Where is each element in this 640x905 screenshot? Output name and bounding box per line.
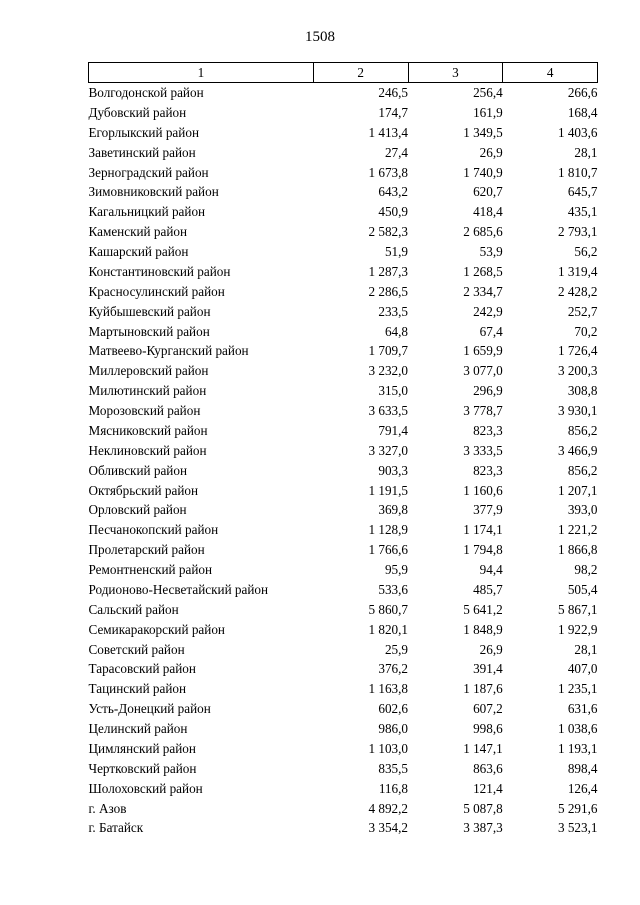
- value-col-4: 435,1: [567, 204, 598, 220]
- district-name: Усть-Донецкий район: [88, 701, 211, 717]
- table-header-row: [89, 63, 598, 83]
- value-col-4: 1 922,9: [557, 621, 598, 637]
- value-col-2: 986,0: [378, 721, 409, 736]
- value-col-3: 94,4: [479, 562, 503, 577]
- table-row: [89, 500, 598, 520]
- table-row: [89, 520, 598, 540]
- value-col-2: 3 354,2: [368, 820, 409, 836]
- value-col-3: 1 147,1: [463, 740, 503, 756]
- value-col-2: 369,8: [378, 502, 409, 518]
- value-col-4: 3 200,3: [557, 363, 598, 379]
- value-col-4: 505,4: [567, 581, 598, 597]
- column-header-2: 2: [313, 63, 408, 83]
- value-col-2: 1 673,8: [368, 164, 409, 180]
- value-col-2: 1 709,7: [368, 343, 409, 359]
- value-col-2: 64,8: [384, 323, 409, 339]
- value-col-2: 1 103,0: [368, 740, 409, 756]
- value-col-3: 1 174,1: [463, 522, 503, 538]
- value-col-2: 1 766,6: [368, 542, 409, 558]
- value-col-4: 1 038,6: [557, 721, 598, 736]
- table-row: [89, 182, 598, 202]
- district-name: Заветинский район: [88, 144, 196, 160]
- value-col-2: 533,6: [378, 581, 409, 597]
- value-col-4: 2 793,1: [557, 224, 598, 240]
- value-col-4: 856,2: [567, 462, 598, 478]
- table-body: [89, 83, 598, 839]
- value-col-3: 242,9: [473, 303, 503, 319]
- value-col-3: 26,9: [479, 641, 503, 657]
- value-col-4: 1 403,6: [557, 124, 598, 140]
- district-name: Ремонтненский район: [88, 562, 213, 577]
- value-col-2: 3 633,5: [368, 403, 409, 418]
- table-row: [89, 441, 598, 461]
- value-col-2: 450,9: [378, 204, 409, 220]
- district-name: Кашарский район: [88, 244, 189, 259]
- value-col-4: 856,2: [567, 422, 598, 438]
- table-row: [89, 361, 598, 381]
- district-name: Шолоховский район: [88, 780, 203, 796]
- table-row: [89, 719, 598, 739]
- value-col-3: 3 333,5: [463, 442, 503, 458]
- value-col-2: 51,9: [384, 244, 409, 259]
- value-col-3: 1 349,5: [463, 124, 503, 140]
- value-col-3: 53,9: [479, 244, 503, 259]
- table-row: [89, 202, 598, 222]
- value-col-3: 256,4: [473, 85, 503, 100]
- value-col-4: 898,4: [567, 760, 598, 776]
- value-col-4: 56,2: [574, 244, 598, 259]
- value-col-2: 602,6: [378, 701, 409, 717]
- value-col-2: 95,9: [384, 562, 409, 577]
- value-col-2: 903,3: [378, 462, 409, 478]
- table-row: [89, 143, 598, 163]
- value-col-3: 823,3: [473, 422, 503, 438]
- value-col-4: 1 866,8: [557, 542, 598, 558]
- value-col-4: 1 319,4: [557, 263, 598, 279]
- value-col-2: 1 287,3: [368, 263, 409, 279]
- value-col-4: 168,4: [567, 104, 598, 120]
- value-col-2: 643,2: [378, 184, 409, 200]
- district-name: г. Батайск: [88, 820, 144, 836]
- table-row: [89, 779, 598, 799]
- value-col-2: 5 860,7: [368, 601, 409, 617]
- value-col-3: 485,7: [473, 581, 503, 597]
- value-col-3: 26,9: [479, 144, 503, 160]
- value-col-2: 315,0: [378, 383, 409, 399]
- table-row: [89, 461, 598, 481]
- value-col-4: 1 221,2: [557, 522, 598, 538]
- value-col-4: 3 466,9: [557, 442, 598, 458]
- value-col-3: 5 087,8: [463, 800, 503, 816]
- table-row: [89, 481, 598, 501]
- value-col-2: 4 892,2: [368, 800, 409, 816]
- value-col-4: 2 428,2: [557, 283, 598, 299]
- district-name: Мясниковский район: [88, 422, 208, 438]
- table-row: [89, 600, 598, 620]
- district-name: Пролетарский район: [88, 542, 205, 558]
- value-col-3: 418,4: [473, 204, 503, 220]
- district-name: Сальский район: [88, 601, 179, 617]
- value-col-3: 863,6: [473, 760, 503, 776]
- district-name: Чертковский район: [88, 760, 197, 776]
- value-col-3: 377,9: [473, 502, 503, 518]
- column-header-4: 4: [503, 63, 598, 83]
- district-name: Цимлянский район: [88, 740, 196, 756]
- value-col-2: 1 820,1: [368, 621, 409, 637]
- table-row: [89, 799, 598, 819]
- table-row: [89, 699, 598, 719]
- table-row: [89, 620, 598, 640]
- table-row: [89, 679, 598, 699]
- district-name: Волгодонской район: [88, 85, 204, 100]
- table-row: [89, 421, 598, 441]
- district-name: Семикаракорский район: [88, 621, 225, 637]
- value-col-2: 25,9: [384, 641, 409, 657]
- district-name: Зимовниковский район: [88, 184, 219, 200]
- table-row: [89, 540, 598, 560]
- district-name: Дубовский район: [88, 104, 187, 120]
- value-col-4: 28,1: [574, 641, 598, 657]
- value-col-3: 121,4: [473, 780, 503, 796]
- value-col-3: 998,6: [473, 721, 503, 736]
- value-col-2: 1 413,4: [368, 124, 409, 140]
- value-col-2: 1 163,8: [368, 681, 409, 697]
- table-row: [89, 560, 598, 580]
- value-col-3: 1 848,9: [463, 621, 503, 637]
- district-name: г. Азов: [88, 800, 127, 816]
- table-row: [89, 83, 598, 103]
- district-name: Куйбышевский район: [88, 303, 211, 319]
- value-col-2: 376,2: [378, 661, 409, 677]
- value-col-2: 3 232,0: [368, 363, 409, 379]
- table-row: [89, 401, 598, 421]
- table-row: [89, 640, 598, 660]
- value-col-4: 5 291,6: [557, 800, 598, 816]
- value-col-3: 3 387,3: [463, 820, 503, 836]
- value-col-2: 2 286,5: [368, 283, 409, 299]
- district-name: Родионово-Несветайский район: [88, 581, 269, 597]
- value-col-3: 67,4: [479, 323, 503, 339]
- table-row: [89, 659, 598, 679]
- value-col-2: 791,4: [378, 422, 409, 438]
- value-col-2: 1 128,9: [368, 522, 409, 538]
- value-col-4: 1 726,4: [557, 343, 598, 359]
- value-col-2: 174,7: [378, 104, 409, 120]
- district-name: Каменский район: [88, 224, 188, 240]
- page-number: 1508: [305, 29, 335, 45]
- table-row: [89, 282, 598, 302]
- district-name: Егорлыкский район: [88, 124, 199, 140]
- value-col-3: 2 685,6: [463, 224, 503, 240]
- district-name: Морозовский район: [88, 403, 201, 418]
- value-col-2: 1 191,5: [368, 482, 409, 498]
- table-row: [89, 242, 598, 262]
- value-col-4: 1 193,1: [557, 740, 598, 756]
- value-col-4: 308,8: [567, 383, 598, 399]
- district-name: Неклиновский район: [88, 442, 207, 458]
- value-col-3: 823,3: [473, 462, 503, 478]
- value-col-3: 1 794,8: [463, 542, 503, 558]
- district-name: Миллеровский район: [88, 363, 209, 379]
- value-col-2: 233,5: [378, 303, 409, 319]
- table-row: [89, 580, 598, 600]
- value-col-4: 126,4: [567, 780, 598, 796]
- district-name: Целинский район: [88, 721, 188, 736]
- value-col-3: 620,7: [473, 184, 503, 200]
- value-col-3: 1 268,5: [463, 263, 503, 279]
- value-col-3: 1 659,9: [463, 343, 503, 359]
- column-header-1: 1: [89, 63, 314, 83]
- district-name: Мартыновский район: [88, 323, 210, 339]
- table-row: [89, 163, 598, 183]
- table-row: [89, 103, 598, 123]
- value-col-2: 3 327,0: [368, 442, 409, 458]
- value-col-4: 3 523,1: [557, 820, 598, 836]
- table-row: [89, 381, 598, 401]
- table-row: [89, 123, 598, 143]
- column-header-3: 3: [408, 63, 503, 83]
- value-col-4: 1 235,1: [557, 681, 598, 697]
- district-name: Матвеево-Курганский район: [88, 343, 249, 359]
- value-col-4: 407,0: [567, 661, 598, 677]
- table-row: [89, 341, 598, 361]
- value-col-4: 5 867,1: [557, 601, 598, 617]
- data-table: [88, 62, 598, 838]
- value-col-4: 1 207,1: [557, 482, 598, 498]
- value-col-3: 1 740,9: [463, 164, 503, 180]
- district-name: Константиновский район: [88, 263, 231, 279]
- table-row: [89, 222, 598, 242]
- value-col-3: 1 187,6: [463, 681, 503, 697]
- table-row: [89, 262, 598, 282]
- district-name: Тацинский район: [88, 681, 187, 697]
- value-col-4: 631,6: [567, 701, 598, 717]
- table-row: [89, 759, 598, 779]
- value-col-4: 252,7: [567, 303, 598, 319]
- district-name: Советский район: [88, 641, 185, 657]
- district-name: Обливский район: [88, 462, 188, 478]
- table-row: [89, 302, 598, 322]
- district-name: Орловский район: [88, 502, 187, 518]
- table-row: [89, 739, 598, 759]
- table-row: [89, 818, 598, 838]
- value-col-2: 246,5: [378, 85, 409, 100]
- value-col-3: 3 778,7: [463, 403, 503, 418]
- value-col-4: 98,2: [574, 562, 598, 577]
- value-col-2: 27,4: [384, 144, 409, 160]
- value-col-4: 28,1: [574, 144, 598, 160]
- value-col-4: 3 930,1: [557, 403, 598, 418]
- district-name: Тарасовский район: [88, 661, 196, 677]
- table-row: [89, 322, 598, 342]
- value-col-3: 3 077,0: [463, 363, 503, 379]
- value-col-3: 607,2: [473, 701, 503, 717]
- district-name: Зерноградский район: [88, 164, 209, 180]
- value-col-2: 2 582,3: [368, 224, 409, 240]
- value-col-4: 393,0: [567, 502, 598, 518]
- value-col-3: 161,9: [473, 104, 503, 120]
- value-col-4: 266,6: [567, 85, 598, 100]
- value-col-4: 1 810,7: [557, 164, 598, 180]
- district-name: Кагальницкий район: [88, 204, 206, 220]
- value-col-3: 296,9: [473, 383, 503, 399]
- value-col-3: 1 160,6: [463, 482, 503, 498]
- district-name: Милютинский район: [88, 383, 207, 399]
- value-col-3: 5 641,2: [463, 601, 503, 617]
- district-name: Песчанокопский район: [88, 522, 219, 538]
- value-col-2: 116,8: [378, 780, 409, 796]
- value-col-4: 70,2: [574, 323, 598, 339]
- value-col-3: 2 334,7: [463, 283, 503, 299]
- district-name: Красносулинский район: [88, 283, 225, 299]
- value-col-4: 645,7: [567, 184, 598, 200]
- value-col-2: 835,5: [378, 760, 409, 776]
- district-name: Октябрьский район: [88, 482, 199, 498]
- value-col-3: 391,4: [473, 661, 503, 677]
